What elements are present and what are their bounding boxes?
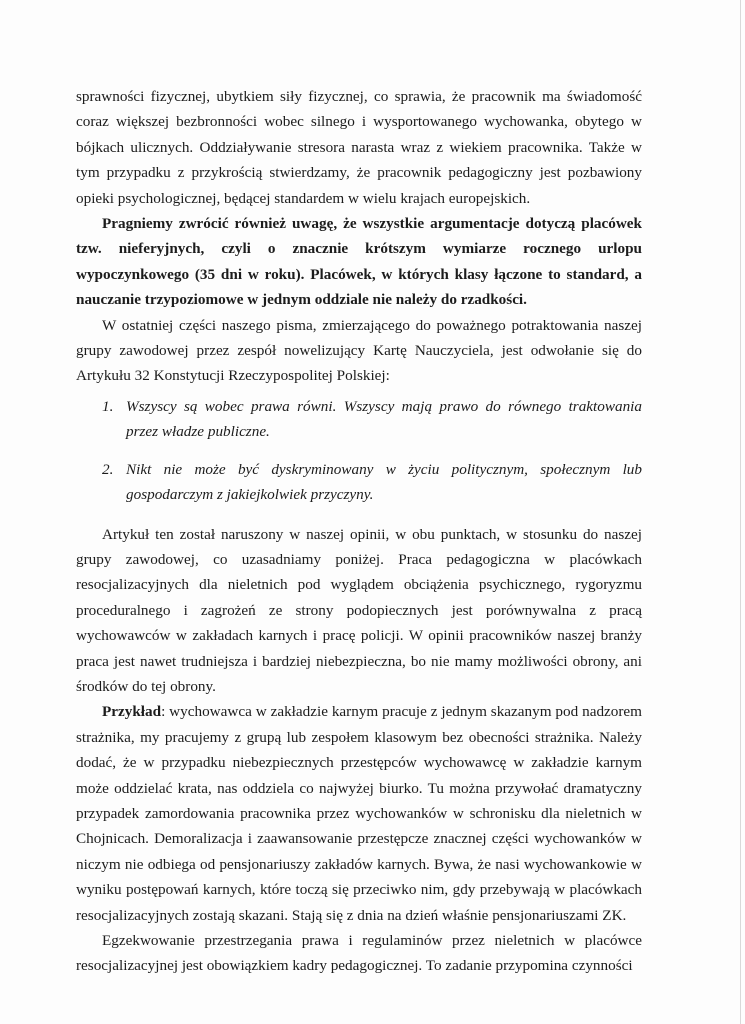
list-item-number: 2. [102,460,114,478]
list-item-number: 1. [102,397,114,415]
list-item-text: Nikt nie może być dyskryminowany w życiu politycznym, społecznym lub gospodarczym z jakiejkolwiek przyczyny. [126,460,642,504]
document-body [76,84,642,979]
paragraph-article-violation: Artykuł ten został naruszony w naszej opinii, w obu punktach, w stosunku do naszej grupy zawodowej, co uzasadniamy poniżej. Praca pedagogiczna w placówkach resocjalizacyjnych dla nieletnich pod wyglądem obciążenia psychicznego, rygoryzmu proceduralnego i zagrożeń ze strony podopiecznych jest porównywalna z pracą wychowawców w zakładach karnych i pracę policji. W opinii pracowników naszej branży praca jest nawet trudniejsza i bardziej niebezpieczna, bo nie mamy możliwości obrony, ani środków do tej obrony. [76,525,642,695]
paragraph-enforcement: Egzekwowanie przestrzegania prawa i regulaminów przez nieletnich w placówce resocjalizacyjnej jest obowiązkiem kadry pedagogicznej. To zadanie przypomina czynności [76,932,642,975]
paragraph-bold-emphasis: Pragniemy zwrócić również uwagę, że wszystkie argumentacje dotyczą placówek tzw. nieferyjnych, czyli o znacznie krótszym wymiarze rocznego urlopu wypoczynkowego (35 dni w roku). Placówek, w których klasy łączone to standard, a nauczanie trzypoziomowe w jednym oddziale nie należy do rzadkości. [76,215,642,309]
paragraph-example [76,699,642,928]
scan-edge-line [740,0,741,1024]
example-lead: Przykład [102,703,162,721]
example-text: : wychowawca w zakładzie karnym pracuje z jednym skazanym pod nadzorem strażnika, my pracujemy z grupą lub zespołem klasowym bez obecności strażnika. Należy dodać, że w przypadku niebezpiecznych przestępców wychowawcę w zakładzie karnym może oddzielać krata, nas oddziela co najwyżej biurko. Tu można przywołać dramatyczny przypadek zamordowania pracownika przez wychowanków w schronisku dla nieletnich w Chojnicach. Demoralizacja i zaawansowanie przestępcze znacznej części wychowanków w niczym nie odbiega od pensjonariuszy zakładów karnych. Bywa, że nasi wychowankowie w wyniku postępowań karnych, które toczą się przeciwko nim, gdy przebywają w placówkach resocjalizacyjnych zostają skazani. Stają się z dnia na dzień właśnie pensjonariuszami ZK. [76,703,642,924]
paragraph-constitution-intro: W ostatniej części naszego pisma, zmierzającego do poważnego potraktowania naszej grupy zawodowej przez zespół nowelizujący Kartę Nauczyciela, jest odwołanie się do Artykułu 32 Konstytucji Rzeczypospolitej Polskiej: [76,316,642,385]
constitution-article-list [76,394,642,508]
list-item [76,457,642,508]
paragraph-continuation: sprawności fizycznej, ubytkiem siły fizycznej, co sprawia, że pracownik ma świadomość coraz większej bezbronności wobec silnego i wysportowanego wychowanka, obytego w bójkach ulicznych. Oddziaływanie stresora narasta wraz z wiekiem pracownika. Także w tym przypadku z przykrością stwierdzamy, że pracownik pedagogiczny jest pozbawiony opieki psychologicznej, będącej standardem w wielu krajach europejskich. [76,88,642,207]
list-item-text: Wszyscy są wobec prawa równi. Wszyscy mają prawo do równego traktowania przez władze publiczne. [126,397,642,441]
list-item [76,394,642,445]
